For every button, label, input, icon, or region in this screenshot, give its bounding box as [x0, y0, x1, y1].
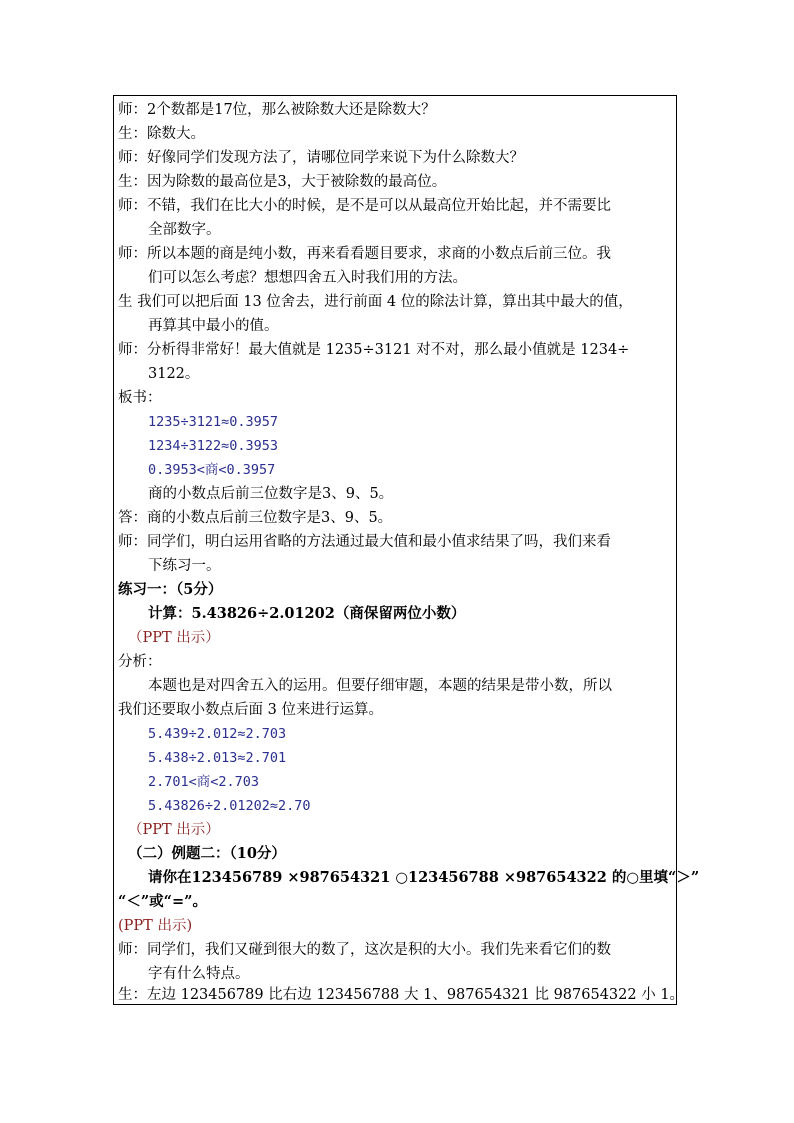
text-line: 全部数字。 — [148, 222, 221, 238]
section-heading: （二）例题二：（10分） — [128, 845, 286, 862]
text-line: 师：同学们，明白运用省略的方法通过最大值和最小值求结果了吗，我们来看 — [118, 534, 611, 550]
text-line: 师：不错，我们在比大小的时候，是不是可以从最高位开始比起，并不需要比 — [118, 198, 611, 214]
text-line: 师：所以本题的商是纯小数，再来看看题目要求，求商的小数点后前三位。我 — [118, 246, 611, 262]
exercise-prompt: “＜”或“=”。 — [118, 893, 208, 910]
text-line: 下练习一。 — [148, 558, 221, 574]
text-line: 字有什么特点。 — [148, 966, 250, 982]
text-line: 分析： — [118, 654, 162, 670]
text-line: 商的小数点后前三位数字是3、9、5。 — [148, 486, 394, 502]
text-line: 板书： — [118, 390, 162, 406]
formula-line: 5.439÷2.012≈2.703 — [148, 726, 287, 742]
formula-line: 1235÷3121≈0.3957 — [148, 414, 279, 430]
text-line: 答：商的小数点后前三位数字是3、9、5。 — [118, 510, 393, 526]
formula-line: 5.438÷2.013≈2.701 — [148, 750, 287, 766]
formula-line: 2.701<商<2.703 — [148, 774, 260, 790]
text-line: 师：2个数都是17位，那么被除数大还是除数大？ — [118, 102, 436, 118]
text-line: 生 我们可以把后面 13 位舍去，进行前面 4 位的除法计算，算出其中最大的值， — [118, 294, 633, 310]
ppt-note: （PPT 出示） — [128, 630, 220, 646]
text-line: 师：好像同学们发现方法了，请哪位同学来说下为什么除数大？ — [118, 150, 524, 166]
section-heading: 练习一：（5分） — [118, 581, 223, 598]
formula-line: 5.43826÷2.01202≈2.70 — [148, 798, 311, 814]
ppt-note: (PPT 出示) — [118, 918, 193, 934]
text-line: 师：分析得非常好！最大值就是 1235÷3121 对不对，那么最小值就是 1234÷ — [118, 342, 630, 358]
text-line: 再算其中最小的值。 — [148, 318, 279, 334]
text-line: 生：左边 123456789 比右边 123456788 大 1、987654321 比 987654322 小 1。 — [118, 987, 685, 1003]
formula-line: 1234÷3122≈0.3953 — [148, 438, 279, 454]
exercise-prompt: 计算：5.43826÷2.01202（商保留两位小数） — [148, 605, 466, 622]
text-line: 我们还要取小数点后面 3 位来进行运算。 — [118, 702, 383, 718]
text-line: 师：同学们，我们又碰到很大的数了，这次是积的大小。我们先来看它们的数 — [118, 942, 611, 958]
ppt-note: （PPT 出示） — [128, 822, 220, 838]
text-line: 3122。 — [148, 366, 200, 382]
text-line: 们可以怎么考虑？想想四舍五入时我们用的方法。 — [148, 270, 467, 286]
exercise-prompt: 请你在123456789 ×987654321 ○123456788 ×987654322 的○里填“＞” — [148, 869, 700, 886]
text-line: 生：除数大。 — [118, 126, 205, 142]
text-line: 生：因为除数的最高位是3，大于被除数的最高位。 — [118, 174, 447, 190]
formula-line: 0.3953<商<0.3957 — [148, 462, 276, 478]
text-line: 本题也是对四舍五入的运用。但要仔细审题，本题的结果是带小数，所以 — [148, 678, 612, 694]
